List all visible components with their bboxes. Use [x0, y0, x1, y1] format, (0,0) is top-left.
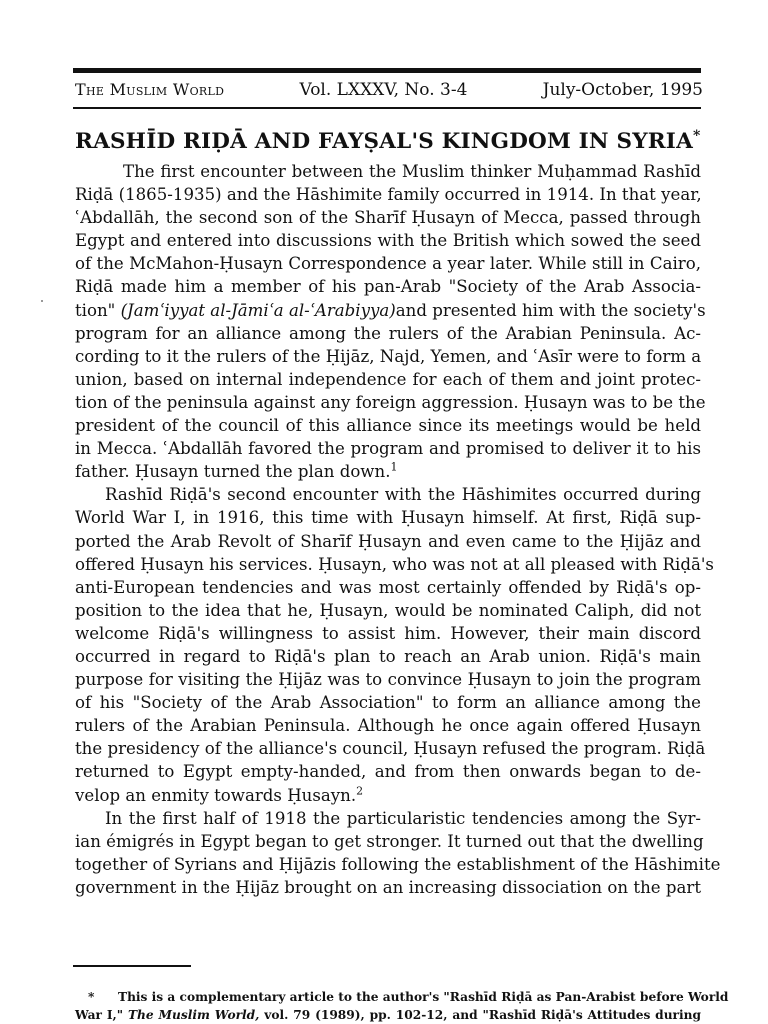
text-line: in Mecca. ʿAbdallāh favored the program and promised to deliver it to his — [75, 439, 701, 459]
footnote-ref[interactable]: 2 — [356, 784, 364, 797]
issue-date: July-October, 1995 — [542, 80, 703, 100]
text-line: of the McMahon-Ḥusayn Correspondence a year later. While still in Cairo, — [75, 254, 701, 274]
text-line: union, based on internal independence for each of them and joint protec- — [75, 369, 701, 389]
text-line: Egypt and entered into discussions with the British which sowed the seed — [75, 231, 701, 251]
text-line: of his "Society of the Arab Association" to form an alliance among the — [75, 693, 701, 713]
text-line-mixed — [75, 299, 706, 322]
text-line: Riḍā (1865-1935) and the Hāshimite family occurred in 1914. In that year, — [75, 185, 702, 205]
volume-issue: Vol. LXXXV, No. 3-4 — [299, 80, 468, 100]
text-line: ian émigrés in Egypt began to get stronger. It turned out that the dwelling — [75, 831, 704, 851]
footnote-line — [75, 988, 729, 1006]
text-segment: and presented him with the society's — [395, 300, 706, 320]
text-line: ported the Arab Revolt of Sharīf Ḥusayn and even came to the Ḥijāz and — [75, 531, 701, 551]
text-line: offered Ḥusayn his services. Ḥusayn, who was not at all pleased with Riḍā's — [75, 554, 714, 574]
title-footnote-mark: * — [692, 128, 701, 144]
text-segment: father. Ḥusayn turned the plan down. — [75, 462, 391, 482]
margin-speck — [41, 300, 43, 302]
header-top-rule — [73, 68, 701, 73]
running-header — [75, 80, 703, 104]
article-body — [75, 160, 721, 899]
text-line: president of the council of this alliance since its meetings would be held — [75, 416, 701, 436]
text-line: tion of the peninsula against any foreign aggression. Ḥusayn was to be the — [75, 392, 706, 412]
text-line-last — [75, 460, 701, 483]
text-line: welcome Riḍā's willingness to assist him. However, their main discord — [75, 623, 701, 643]
text-line: Rashīd Riḍā's second encounter with the Hāshimites occurred during — [105, 485, 701, 505]
text-line: cording to it the rulers of the Ḥijāz, Najd, Yemen, and ʿAsīr were to form a — [75, 346, 702, 366]
text-line: The first encounter between the Muslim thinker Muḥammad Rashīd — [123, 162, 701, 181]
text-line: returned to Egypt empty-handed, and from then onwards began to de- — [75, 762, 701, 782]
footnote-text: vol. 79 (1989), pp. 102-12, and "Rashīd Riḍā's Attitudes during — [259, 1008, 701, 1022]
text-line: rulers of the Arabian Peninsula. Although he once again offered Ḥusayn — [75, 716, 701, 736]
header-bottom-rule — [73, 107, 701, 109]
journal-name: The Muslim World — [75, 80, 225, 99]
text-line: government in the Ḥijāz brought on an increasing dissociation on the part — [75, 877, 701, 897]
article-title — [75, 128, 715, 154]
text-line: Riḍā made him a member of his pan-Arab "Society of the Arab Associa- — [75, 277, 701, 297]
footnote-ref[interactable]: 1 — [390, 460, 398, 474]
article-title-text: RASHĪD RIḌĀ AND FAYṢAL'S KINGDOM IN SYRIA — [75, 129, 693, 155]
text-line: position to the idea that he, Ḥusayn, would be nominated Caliph, did not — [75, 600, 701, 620]
text-line: program for an alliance among the rulers of the Arabian Peninsula. Ac- — [75, 323, 701, 343]
footnote — [75, 988, 729, 1024]
text-line: purpose for visiting the Ḥijāz was to convince Ḥusayn to join the program — [75, 670, 701, 690]
text-line: ʿAbdallāh, the second son of the Sharīf Ḥusayn of Mecca, passed through — [75, 208, 701, 228]
text-segment: velop an enmity towards Ḥusayn. — [75, 785, 357, 805]
journal-citation-italic: The Muslim World, — [127, 1008, 260, 1022]
footnote-line — [75, 1006, 701, 1024]
arabic-title-italic: (Jamʿiyyat al-Jāmiʿa al-ʿArabiyya) — [120, 300, 396, 320]
text-line: anti-European tendencies and was most certainly offended by Riḍā's op- — [75, 577, 701, 597]
text-line: In the first half of 1918 the particularistic tendencies among the Syr- — [105, 808, 701, 828]
text-segment: tion" — [75, 300, 121, 320]
text-line: together of Syrians and Ḥijāzis following the establishment of the Hāshimite — [75, 854, 721, 874]
footnote-rule — [73, 965, 191, 967]
text-line: occurred in regard to Riḍā's plan to reach an Arab union. Riḍā's main — [75, 646, 701, 666]
text-line: the presidency of the alliance's council, Ḥusayn refused the program. Riḍā — [75, 739, 706, 759]
footnote-text: War I," — [75, 1008, 128, 1022]
text-line: World War I, in 1916, this time with Ḥusayn himself. At first, Riḍā sup- — [75, 508, 701, 528]
text-line-last — [75, 784, 701, 807]
footnote-marker: * — [88, 990, 95, 1004]
footnote-text: This is a complementary article to the author's "Rashīd Riḍā as Pan-Arabist before World — [118, 990, 729, 1004]
